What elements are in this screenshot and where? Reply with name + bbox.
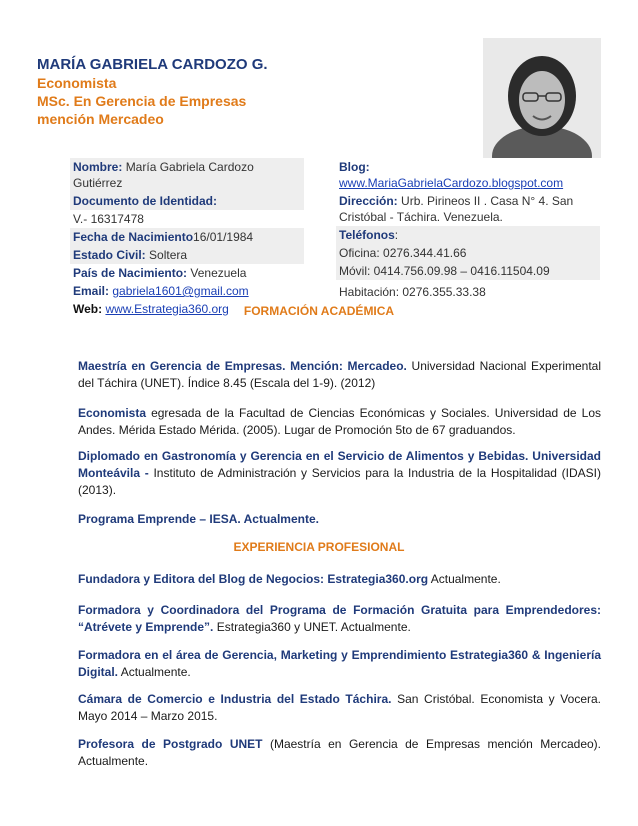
row-documento-value (70, 210, 304, 228)
portrait-image (483, 38, 601, 158)
title-mention: mención Mercadeo (37, 111, 164, 127)
telefonos-colon: : (394, 228, 399, 242)
direccion-value: Urb. Pirineos II . Casa N° 4. San Cristóbal - Táchira. Venezuela. (339, 194, 574, 224)
row-blog (336, 158, 600, 192)
formacion-item-3 (78, 448, 601, 499)
title-msc: MSc. En Gerencia de Empresas (37, 93, 247, 109)
formacion-item-3-bold: Diplomado en Gastronomía y Gerencia en el Servicio de Alimentos y Bebidas. Universidad Monteávila - (78, 449, 601, 480)
nombre-label: Nombre: (73, 160, 123, 174)
experiencia-item-1-text: Actualmente. (428, 572, 501, 586)
formacion-title: FORMACIÓN ACADÉMICA (243, 304, 395, 318)
habitacion-phone: Habitación: 0276.355.33.38 (339, 285, 486, 299)
movil-phone: Móvil: 0414.756.09.98 – 0416.11504.09 (339, 264, 550, 278)
fecha-label: Fecha de Nacimiento (73, 230, 194, 244)
experiencia-item-2 (78, 602, 601, 636)
profile-photo (483, 38, 601, 158)
blog-link[interactable]: www.MariaGabrielaCardozo.blogspot.com (339, 176, 564, 190)
experiencia-item-4-text: San Cristóbal. Economista y Vocera. Mayo 2014 – Marzo 2015. (78, 692, 601, 723)
experiencia-item-2-bold: Formadora y Coordinadora del Programa de Formación Gratuita para Emprendedores: “Atrévete y Emprende”. (78, 603, 601, 634)
experiencia-item-5-bold: Profesora de Postgrado UNET (78, 737, 263, 751)
web-label: Web: (73, 302, 103, 316)
experiencia-item-2-text: Estrategia360 y UNET. Actualmente. (213, 620, 411, 634)
personal-info (70, 158, 304, 318)
formacion-item-1 (78, 358, 601, 392)
experiencia-item-4-bold: Cámara de Comercio e Industria del Estado Táchira. (78, 692, 392, 706)
blog-label: Blog: (339, 160, 370, 174)
experiencia-item-3-bold: Formadora en el área de Gerencia, Marketing y Emprendimiento Estrategia360 & Ingeniería Digital. (78, 648, 601, 679)
person-name: MARÍA GABRIELA CARDOZO G. (37, 56, 268, 73)
formacion-item-4 (78, 511, 601, 528)
experiencia-item-1-bold: Fundadora y Editora del Blog de Negocios: Estrategia360.org (78, 572, 429, 586)
experiencia-item-1 (78, 571, 601, 588)
documento-label: Documento de Identidad: (73, 194, 217, 208)
experiencia-title: EXPERIENCIA PROFESIONAL (233, 540, 405, 554)
pais-value: Venezuela (190, 266, 247, 280)
experiencia-item-5-text: (Maestría en Gerencia de Empresas mención Mercadeo). Actualmente. (78, 737, 602, 768)
title-economist: Economista (37, 75, 117, 91)
row-habitacion (336, 283, 600, 301)
email-label: Email: (73, 284, 110, 298)
civil-label: Estado Civil: (73, 248, 146, 262)
experiencia-item-3-text: Actualmente. (118, 665, 191, 679)
oficina-phone: Oficina: 0276.344.41.66 (339, 246, 467, 260)
formacion-item-4-bold: Programa Emprende – IESA. Actualmente. (78, 512, 319, 526)
row-oficina (336, 244, 600, 262)
experiencia-item-5 (78, 736, 601, 770)
direccion-label: Dirección: (339, 194, 398, 208)
formacion-item-1-text: Universidad Nacional Experimental del Táchira (UNET). Índice 8.45 (Escala del 1-9). (2012) (78, 359, 602, 390)
row-direccion (336, 192, 600, 226)
pais-label: País de Nacimiento: (73, 266, 188, 280)
formacion-item-2 (78, 405, 601, 439)
row-movil (336, 262, 600, 280)
formacion-item-1-bold: Maestría en Gerencia de Empresas. Mención: Mercadeo. (78, 359, 407, 373)
formacion-item-3-text: Instituto de Administración y Servicios para la Industria de la Hospitalidad (IDASI) (2013). (78, 466, 601, 497)
row-estado-civil (70, 246, 304, 264)
contact-info (336, 158, 600, 301)
civil-value: Soltera (149, 248, 188, 262)
email-link[interactable]: gabriela1601@gmail.com (112, 284, 249, 298)
formacion-item-2-text: egresada de la Facultad de Ciencias Económicas y Sociales. Universidad de Los Andes. Mérida Estado Mérida. (2005). Lugar de Promoción 5to de 67 graduandos. (78, 406, 601, 437)
row-pais (70, 264, 304, 282)
nombre-value: María Gabriela Cardozo Gutiérrez (73, 160, 254, 190)
cv-header (37, 56, 457, 128)
row-telefonos (336, 226, 600, 244)
row-fecha (70, 228, 304, 246)
web-link[interactable]: www.Estrategia360.org (105, 302, 229, 316)
row-documento (70, 192, 304, 210)
telefonos-label: Teléfonos (339, 228, 395, 242)
documento-value: V.- 16317478 (73, 212, 144, 226)
formacion-item-2-bold: Economista (78, 406, 147, 420)
row-nombre (70, 158, 304, 192)
experiencia-item-4 (78, 691, 601, 725)
row-email (70, 282, 304, 300)
fecha-value: 16/01/1984 (193, 230, 254, 244)
experiencia-item-3 (78, 647, 601, 681)
